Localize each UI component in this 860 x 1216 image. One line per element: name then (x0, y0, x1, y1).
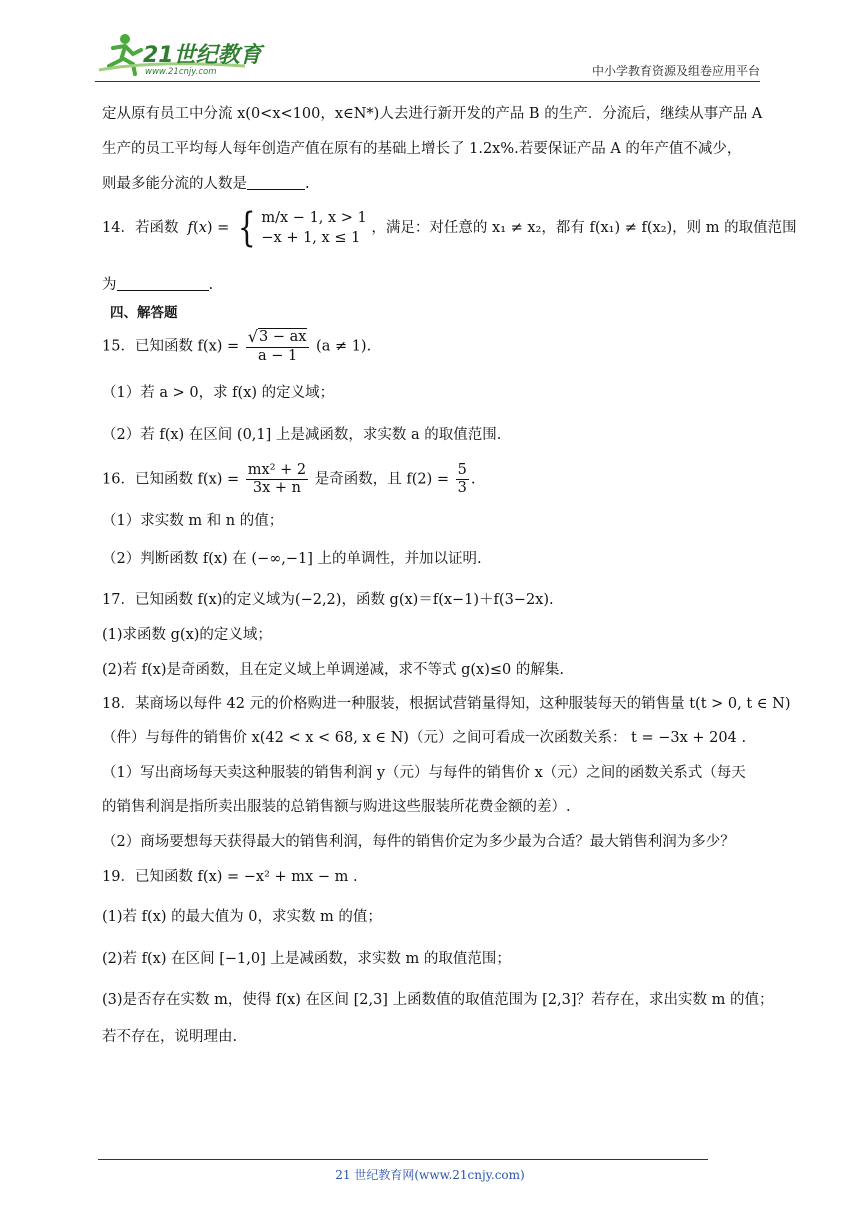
header-divider (95, 81, 760, 82)
problem-15-condition: (a ≠ 1). (316, 338, 372, 355)
problem-17-stem: 17．已知函数 f(x)的定义域为(−2,2)，函数 g(x)＝f(x−1)＋f(3−2x). (102, 592, 554, 608)
problem-16-q1: （1）求实数 m 和 n 的值； (102, 513, 284, 529)
fraction-denominator: 3 (457, 480, 467, 496)
problem-14-condition: ，满足：对任意的 x₁ ≠ x₂，都有 f(x₁) ≠ f(x₂)，则 m 的取值范围 (371, 220, 797, 236)
problem-15-q1: （1）若 a > 0，求 f(x) 的定义域； (102, 385, 335, 401)
case-2: −x + 1, x ≤ 1 (261, 230, 361, 246)
case-1: m/x − 1, x > 1 (261, 210, 367, 226)
piecewise-function: f ( x ) = { m/x − 1, x > 1 −x + 1, x ≤ 1 (183, 205, 367, 251)
problem-15-text: 15．已知函数 f(x) = (102, 338, 240, 355)
problem-16-q2: （2）判断函数 f(x) 在 (−∞,−1] 上的单调性，并加以证明. (102, 551, 482, 567)
fraction-numerator: mx² + 2 (247, 462, 307, 478)
problem-14-stem: 14．若函数 (102, 220, 179, 236)
footer-divider (98, 1159, 708, 1160)
fraction-numerator: 5 (457, 462, 467, 478)
fraction-denominator: a − 1 (257, 348, 298, 364)
problem-15-stem (102, 328, 371, 365)
fraction: √ 3 − ax a − 1 (246, 328, 310, 365)
problem-13-text: 则最多能分流的人数是 (102, 176, 247, 192)
problem-14 (102, 205, 797, 251)
problem-19-q2: (2)若 f(x) 在区间 [−1,0] 上是减函数，求实数 m 的取值范围； (102, 951, 511, 967)
fraction-numerator: 3 − ax (259, 329, 307, 345)
fraction-denominator: 3x + n (252, 480, 302, 496)
problem-18-line-2: （件）与每件的销售价 x(42 < x < 68, x ∈ N)（元）之间可看成一次函数关系： t = −3x + 204 . (102, 730, 747, 746)
problem-15-q2: （2）若 f(x) 在区间 (0,1] 上是减函数，求实数 a 的取值范围. (102, 427, 502, 443)
site-logo (95, 30, 295, 78)
problem-13-line-2: 生产的员工平均每人每年创造产值在原有的基础上增长了 1.2x%.若要保证产品 A 的年产值不减少， (102, 141, 742, 157)
answer-blank[interactable] (117, 276, 209, 291)
problem-16-condition: 是奇函数，且 f(2) = (314, 471, 450, 488)
problem-13-line-3: 则最多能分流的人数是 . (102, 176, 310, 192)
footer-link[interactable]: 21 世纪教育网(www.21cnjy.com) (335, 1168, 525, 1182)
problem-16-text: 16．已知函数 f(x) = (102, 471, 240, 488)
problem-17-q2: (2)若 f(x)是奇函数，且在定义域上单调递减，求不等式 g(x)≤0 的解集. (102, 662, 564, 678)
svg-text:www.21cnjy.com: www.21cnjy.com (145, 67, 217, 77)
answer-blank[interactable] (247, 175, 305, 190)
problem-16-stem: 16．已知函数 f(x) = $\frac{\text{mx² + 2}}{3x + n}$ 是奇函数，且 f(2) = $\frac{5}{3}$ . (102, 462, 476, 496)
problem-19-q3-a: (3)是否存在实数 m，使得 f(x) 在区间 [2,3] 上函数值的取值范围为 [2,3]？若存在，求出实数 m 的值； (102, 992, 774, 1008)
svg-text:21世纪教育: 21世纪教育 (143, 43, 262, 68)
platform-name: 中小学教育资源及组卷应用平台 (591, 64, 760, 78)
section-heading: 四、解答题 (110, 305, 178, 321)
fraction (246, 462, 308, 497)
problem-19-q1: (1)若 f(x) 的最大值为 0，求实数 m 的值； (102, 909, 382, 925)
problem-18-q1-b: 的销售利润是指所卖出服装的总销售额与购进这些服装所花费金额的差）. (102, 799, 571, 815)
fraction (456, 462, 469, 497)
problem-18-q1-a: （1）写出商场每天卖这种服装的销售利润 y（元）与每件的销售价 x（元）之间的函数关系式（每天 (102, 765, 746, 781)
problem-18-line-1: 18．某商场以每件 42 元的价格购进一种服装，根据试营销量得知，这种服装每天的销售量 t(t > 0, t ∈ N) (102, 696, 791, 712)
problem-17-q1: (1)求函数 g(x)的定义域； (102, 627, 272, 643)
problem-19-q3-b: 若不存在，说明理由. (102, 1029, 238, 1045)
problem-13-line-1: 定从原有员工中分流 x(0<x<100，x∈N*)人去进行新开发的产品 B 的生产．分流后，继续从事产品 A (102, 106, 763, 122)
problem-19-stem: 19．已知函数 f(x) = −x² + mx − m . (102, 869, 358, 885)
problem-14-line-2: 为 . (102, 277, 214, 293)
page-header (95, 30, 760, 82)
problem-14-text: 为 (102, 277, 117, 293)
problem-18-q2: （2）商场要想每天获得最大的销售利润，每件的销售价定为多少最为合适？最大销售利润为多少？ (102, 834, 735, 850)
